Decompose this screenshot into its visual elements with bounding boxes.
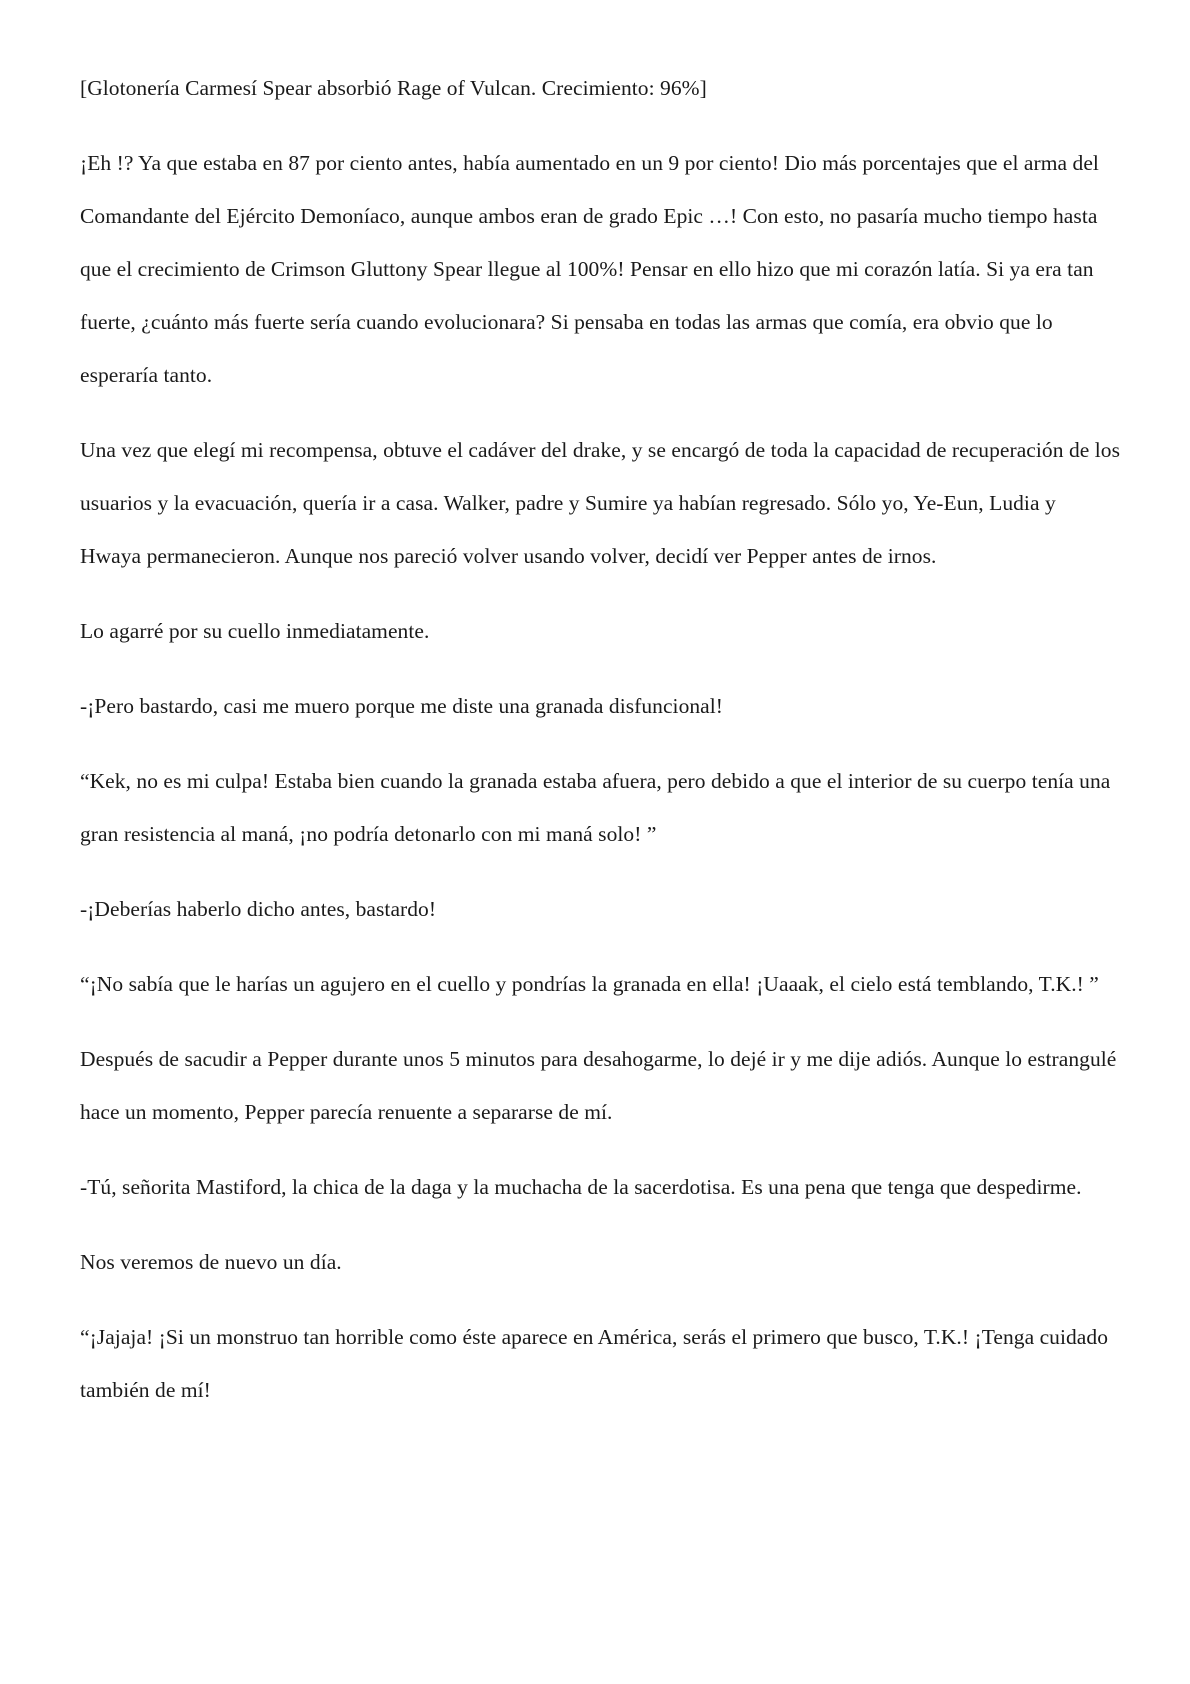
paragraph-farewell: Después de sacudir a Pepper durante unos 5 minutos para desahogarme, lo dejé ir y me dije adiós. Aunque lo estrangulé hace un momento, Pepper parecía renuente a separarse de mí. (80, 1047, 1117, 1124)
dialogue-line: -¡Pero bastardo, casi me muero porque me diste una granada disfuncional! (80, 694, 724, 718)
paragraph-reward: Una vez que elegí mi recompensa, obtuve el cadáver del drake, y se encargó de toda la capacidad de recuperación de los usuarios y la evacuación, quería ir a casa. Walker, padre y Sumire ya habían regresado. Sólo yo, Ye-Eun, Ludia y Hwaya permanecieron. Aunque nos pareció volver usando volver, decidí ver Pepper antes de irnos. (80, 438, 1120, 568)
dialogue-line: “¡Jajaja! ¡Si un monstruo tan horrible como éste aparece en América, serás el primero que busco, T.K.! ¡Tenga cuidado también de mí! (80, 1325, 1109, 1402)
dialogue-line: “¡No sabía que le harías un agujero en el cuello y pondrías la granada en ella! ¡Uaaak, el cielo está temblando, T.K.! ” (80, 972, 1099, 996)
document-page (80, 62, 1120, 1439)
system-message: [Glotonería Carmesí Spear absorbió Rage of Vulcan. Crecimiento: 96%] (80, 76, 707, 100)
dialogue-line: -¡Deberías haberlo dicho antes, bastardo! (80, 897, 437, 921)
paragraph-see-again: Nos veremos de nuevo un día. (80, 1250, 342, 1274)
paragraph-grab: Lo agarré por su cuello inmediatamente. (80, 619, 430, 643)
dialogue-line: “Kek, no es mi culpa! Estaba bien cuando la granada estaba afuera, pero debido a que el interior de su cuerpo tenía una gran resistencia al maná, ¡no podría detonarlo con mi maná solo! ” (80, 769, 1111, 846)
paragraph-growth: ¡Eh !? Ya que estaba en 87 por ciento antes, había aumentado en un 9 por ciento! Dio más porcentajes que el arma del Comandante del Ejército Demoníaco, aunque ambos eran de grado Epic …! Con esto, no pasaría mucho tiempo hasta que el crecimiento de Crimson Gluttony Spear llegue al 100%! Pensar en ello hizo que mi corazón latía. Si ya era tan fuerte, ¿cuánto más fuerte sería cuando evolucionara? Si pensaba en todas las armas que comía, era obvio que lo esperaría tanto. (80, 151, 1099, 387)
dialogue-line: -Tú, señorita Mastiford, la chica de la daga y la muchacha de la sacerdotisa. Es una pena que tenga que despedirme. (80, 1175, 1082, 1199)
